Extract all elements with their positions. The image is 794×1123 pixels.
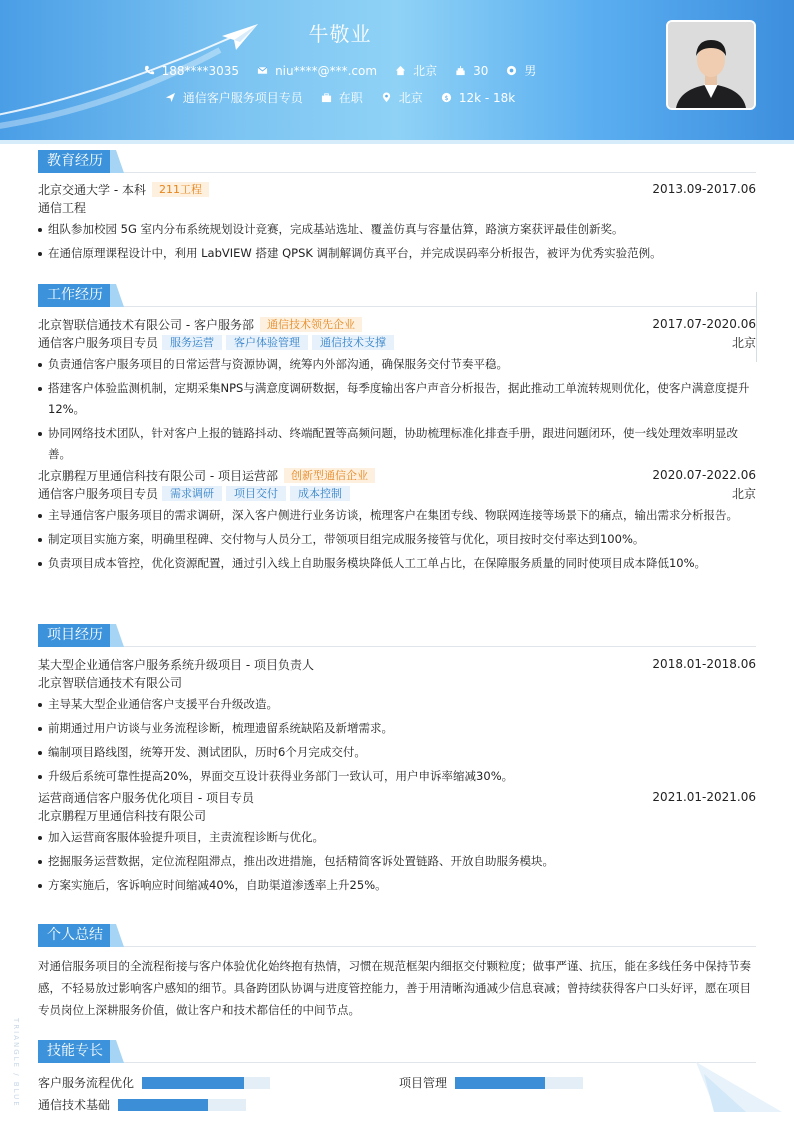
skills-title: 技能专长 [38, 1040, 112, 1063]
education-section [38, 150, 756, 264]
resume-header [0, 0, 794, 140]
list-item: 负责通信客户服务项目的日常运营与资源协调，统筹内外部沟通，确保服务交付节奏平稳。 [38, 354, 756, 375]
list-item: 主导某大型企业通信客户支援平台升级改造。 [38, 694, 756, 715]
project-name: 运营商通信客户服务优化项目 - 项目专员 [38, 790, 254, 805]
gender-text: 男 [524, 64, 537, 78]
skills-section [38, 1040, 756, 1063]
project-org: 北京智联信通技术有限公司 [38, 675, 183, 690]
education-date: 2013.09-2017.06 [652, 182, 756, 196]
target-position-text: 通信客户服务项目专员 [182, 91, 303, 105]
target-city-item [381, 89, 423, 106]
work-title: 工作经历 [38, 284, 112, 307]
job-date: 2020.07-2022.06 [652, 468, 756, 482]
education-header-row [38, 180, 756, 198]
skill-bar [455, 1077, 583, 1089]
company-tag: 通信技术领先企业 [260, 317, 362, 332]
skill-bar [118, 1099, 246, 1111]
projects-title: 项目经历 [38, 624, 112, 647]
header-divider [0, 140, 794, 144]
skill-tag: 通信技术支撑 [312, 335, 394, 350]
list-item: 搭建客户体验监测机制，定期采集NPS与满意度调研数据，每季度输出客户声音分析报告，据此推动工单流转规则优化，使客户满意度提升12%。 [38, 378, 756, 420]
job-header-row [38, 466, 756, 484]
summary-section [38, 924, 756, 1021]
project-header-row [38, 788, 756, 806]
list-item: 编制项目路线图，统筹开发、测试团队，历时6个月完成交付。 [38, 742, 756, 763]
phone-item [144, 64, 239, 78]
target-position-item [165, 89, 303, 106]
skill-name: 通信技术基础 [38, 1098, 111, 1112]
list-item: 制定项目实施方案，明确里程碑、交付物与人员分工，带领项目组完成服务接管与优化，项目按时交付率达到100%。 [38, 529, 756, 550]
project-header-row [38, 655, 756, 673]
project-org-row [38, 806, 756, 824]
status-text: 在职 [338, 91, 363, 105]
major-text: 通信工程 [38, 200, 87, 215]
list-item: 方案实施后，客诉响应时间缩减40%，自助渠道渗透率上升25%。 [38, 875, 756, 896]
svg-text:$: $ [444, 93, 449, 102]
city-item [395, 62, 437, 79]
side-watermark-text: TRIANGLE / BLUE [12, 1018, 20, 1108]
status-item [321, 89, 363, 106]
job-position-row [38, 484, 756, 502]
education-title: 教育经历 [38, 150, 112, 173]
corner-triangle-decoration [696, 1062, 794, 1112]
school-tag: 211工程 [152, 182, 209, 197]
project-bullets [38, 694, 756, 787]
skill-bar-fill [142, 1077, 244, 1089]
list-item: 组队参加校园 5G 室内分布系统规划设计竞赛，完成基站选址、覆盖仿真与容量估算，路演方案获评最佳创新奖。 [38, 219, 756, 240]
education-bullets [38, 219, 756, 264]
title-triangle-decoration [110, 1040, 124, 1063]
list-item: 挖掘服务运营数据，定位流程阻滞点，推出改进措施，包括精简客诉处置链路、开放自助服务模块。 [38, 851, 756, 872]
company-tag: 创新型通信企业 [284, 468, 375, 483]
briefcase-icon [321, 92, 332, 103]
job-position: 通信客户服务项目专员 [38, 335, 159, 350]
avatar-portrait-icon [668, 22, 754, 108]
age-item [455, 64, 488, 78]
list-item: 前期通过用户访谈与业务流程诊断，梳理遗留系统缺陷及新增需求。 [38, 718, 756, 739]
school-name: 北京交通大学 - 本科 [38, 182, 146, 197]
intention-row [0, 89, 680, 106]
section-title [38, 284, 756, 307]
avatar-photo [666, 20, 756, 110]
skill-tag: 客户体验管理 [226, 335, 308, 350]
project-date: 2018.01-2018.06 [652, 657, 756, 671]
section-title [38, 924, 756, 947]
job-bullets [38, 354, 756, 465]
contact-row [0, 62, 680, 79]
company-name: 北京智联信通技术有限公司 - 客户服务部 [38, 317, 254, 332]
target-city-text: 北京 [398, 91, 423, 105]
section-title [38, 624, 756, 647]
skill-tag: 成本控制 [290, 486, 350, 501]
skill-tag: 需求调研 [162, 486, 222, 501]
phone-icon [144, 65, 155, 76]
home-icon [395, 65, 406, 76]
email-text: niu****@***.com [275, 63, 378, 78]
major-row [38, 198, 756, 216]
skill-name: 客户服务流程优化 [38, 1076, 135, 1090]
project-org: 北京鹏程万里通信科技有限公司 [38, 808, 207, 823]
section-title [38, 150, 756, 173]
skill-bar [142, 1077, 270, 1089]
email-item [257, 64, 377, 78]
salary-item [441, 91, 515, 105]
job-bullets [38, 505, 756, 574]
summary-title: 个人总结 [38, 924, 112, 947]
right-border-decoration [756, 292, 757, 362]
phone-text: 188****3035 [161, 63, 240, 78]
list-item: 负责项目成本管控，优化资源配置，通过引入线上自助服务模块降低人工工单占比，在保障服务质量的同时使项目成本降低10%。 [38, 553, 756, 574]
age-text: 30 [473, 63, 489, 78]
city-text: 北京 [413, 64, 438, 78]
skill-tag: 服务运营 [162, 335, 222, 350]
money-icon [441, 92, 452, 103]
work-section [38, 284, 756, 574]
list-item: 加入运营商客服体验提升项目，主责流程诊断与优化。 [38, 827, 756, 848]
title-triangle-decoration [110, 150, 124, 173]
title-triangle-decoration [110, 924, 124, 947]
title-triangle-decoration [110, 284, 124, 307]
gender-icon [506, 65, 517, 76]
company-name: 北京鹏程万里通信科技有限公司 - 项目运营部 [38, 468, 278, 483]
projects-section [38, 624, 756, 896]
job-position: 通信客户服务项目专员 [38, 486, 159, 501]
job-city: 北京 [731, 335, 756, 350]
summary-text: 对通信服务项目的全流程衔接与客户体验优化始终抱有热情，习惯在规范框架内细抠交付颗粒度；做事严谨、抗压，能在多线任务中保持节奏感，不轻易放过影响客户感知的细节。具备跨团队协调与进度管控能力，善于用清晰沟通减少信息衰减；曾持续获得客户口头好评，愿在项目专员岗位上深耕服务价值，做让客户和技术都信任的中间节点。 [38, 959, 751, 1017]
skill-item [38, 1074, 270, 1091]
job-header-row [38, 315, 756, 333]
send-icon [165, 92, 176, 103]
skill-tag: 项目交付 [226, 486, 286, 501]
skill-item [399, 1074, 583, 1091]
skill-bar-fill [118, 1099, 208, 1111]
job-date: 2017.07-2020.06 [652, 317, 756, 331]
project-date: 2021.01-2021.06 [652, 790, 756, 804]
list-item: 升级后系统可靠性提高20%，界面交互设计获得业务部门一致认可，用户申诉率缩减30%。 [38, 766, 756, 787]
job-city: 北京 [731, 486, 756, 501]
project-name: 某大型企业通信客户服务系统升级项目 - 项目负责人 [38, 657, 314, 672]
section-title [38, 1040, 756, 1063]
salary-text: 12k - 18k [458, 90, 516, 105]
project-org-row [38, 673, 756, 691]
project-bullets [38, 827, 756, 896]
candidate-name: 牛敬业 [308, 22, 372, 46]
skill-name: 项目管理 [399, 1076, 448, 1090]
skill-bar-fill [455, 1077, 545, 1089]
gender-item [506, 62, 536, 79]
location-pin-icon [381, 92, 392, 103]
list-item: 协同网络技术团队，针对客户上报的链路抖动、终端配置等高频问题，协助梳理标准化排查手册，跟进问题闭环，使一线处理效率明显改善。 [38, 423, 756, 465]
job-position-row [38, 333, 756, 351]
skill-item [38, 1096, 246, 1113]
list-item: 在通信原理课程设计中，利用 LabVIEW 搭建 QPSK 调制解调仿真平台，并完成误码率分析报告，被评为优秀实验范例。 [38, 243, 756, 264]
list-item: 主导通信客户服务项目的需求调研，深入客户侧进行业务访谈，梳理客户在集团专线、物联网连接等场景下的痛点，输出需求分析报告。 [38, 505, 756, 526]
cake-icon [455, 65, 466, 76]
mail-icon [257, 65, 268, 76]
title-triangle-decoration [110, 624, 124, 647]
